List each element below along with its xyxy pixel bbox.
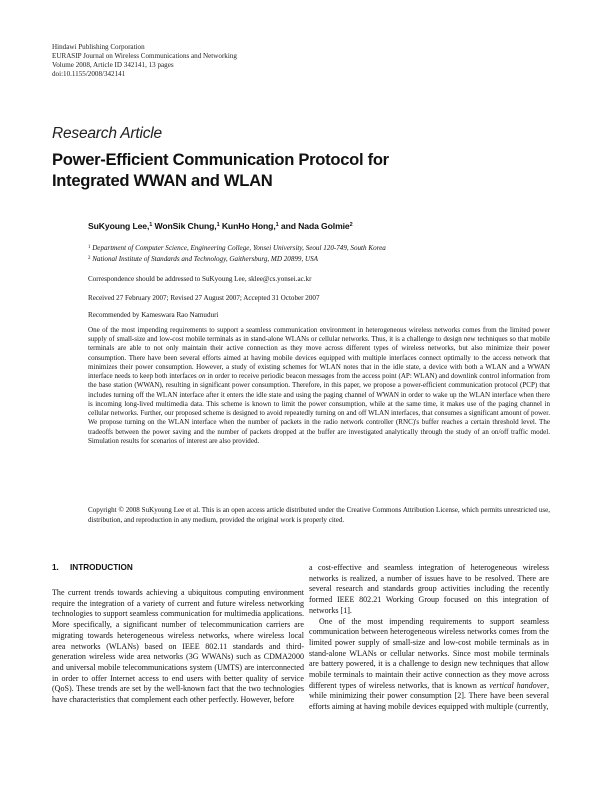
author-affil-marker: 1: [149, 222, 153, 228]
journal-header: [52, 43, 237, 79]
affiliation-item: [88, 254, 550, 265]
title-line-2: Integrated WWAN and WLAN: [52, 170, 273, 190]
correspondence: Correspondence should be addressed to SuKyoung Lee, sklee@cs.yonsei.ac.kr: [88, 275, 312, 283]
author-affil-marker: 1: [275, 222, 279, 228]
body-text: , while minimizing their power consumption [2]. There have been several efforts aiming at having mobile devices equipped with multiple (currently,: [309, 680, 549, 712]
abstract-emphasis: on: [198, 372, 206, 381]
abstract-text-1: One of the most impending requirements to support a seamless communication environment in heterogeneous wireless networks comes from the limited power supply of small-size and low-cost mobile terminals as in stand-alone WLANs or cellular networks. Thus, it is a challenge to design new techniques so that mobile terminals are able to not only maintain their active connection as they move across different types of wireless networks, but also minimize their power consumption. There have been several efforts aimed at having mobile devices equipped with multiple interfaces connect optimally to the access network that minimizes their power consumption. However, a study of existing schemes for WLAN notes that in the idle state, a device with both a WLAN and a WWAN interface needs to keep both interfaces: [88, 326, 550, 381]
body-text: One of the most impending requirements to support seamless communication between heterogeneous wireless networks comes from the limited power supply of small-size and low-cost mobile terminals as in stand-alone WLANs or cellular networks. Since most mobile terminals are battery powered, it is a challenge to design new techniques that allow mobile terminals to maintain their active connection as they move across different types of wireless networks, that is known as: [309, 616, 549, 690]
author-affil-marker: 2: [349, 222, 353, 228]
abstract: [88, 326, 550, 446]
section-title: INTRODUCTION: [70, 563, 133, 572]
affiliation-text: National Institute of Standards and Technology, Gaithersburg, MD 20899, USA: [92, 254, 319, 263]
body-paragraph: a cost-effective and seamless integration of heterogeneous wireless networks is realized, a number of issues have to be resolved. There are several research and standards group activities including the recently formed IEEE 802.21 Working Group focused on this integration of networks [1].: [309, 563, 549, 615]
volume-line: Volume 2008, Article ID 342141, 13 pages: [52, 60, 174, 69]
received-dates: Received 27 February 2007; Revised 27 August 2007; Accepted 31 October 2007: [88, 294, 320, 302]
title-line-1: Power-Efficient Communication Protocol for: [52, 150, 389, 169]
author-list: [88, 221, 550, 231]
affiliation-number: 1: [88, 245, 91, 250]
section-number: 1.: [52, 563, 59, 572]
body-paragraph: The current trends towards achieving a ubiquitous computing environment require the integration of a variety of current and future wireless networking technologies to support seamless communication for multimedia applications. More specifically, a significant number of telecommunication carriers are migrating towards heterogeneous wireless networks, where wireless local area networks (WLANs) based on IEEE 802.11 standards and third-generation wireless wide area networks (3G WWANs) such as CDMA2000 and universal mobile telecommunications system (UMTS) are interconnected in order to offer Internet access to end users with better quality of service (QoS). These trends are set by the well-known fact that the two technologies have characteristics that complement each other perfectly. However, before: [52, 588, 304, 705]
author-name: KunHo Hong,: [221, 221, 276, 231]
copyright-notice: Copyright © 2008 SuKyoung Lee et al. This is an open access article distributed under the Creative Commons Attribution License, which permits unrestricted use, distribution, and reproduction in any medium, provided the original work is properly cited.: [88, 506, 550, 525]
article-type: Research Article: [52, 125, 162, 142]
recommended-by: Recommended by Kameswara Rao Namuduri: [88, 311, 219, 319]
publisher-line: Hindawi Publishing Corporation: [52, 43, 145, 51]
author-name: and Nada Golmie: [280, 221, 350, 231]
journal-line: EURASIP Journal on Wireless Communications and Networking: [52, 51, 237, 60]
author-affil-marker: 1: [216, 222, 220, 228]
affiliation-text: Department of Computer Science, Engineering College, Yonsei University, Seoul 120-749, South Korea: [92, 244, 386, 252]
section-heading: [52, 563, 133, 572]
abstract-text-2: in order to receive periodic beacon messages from the access point (AP: WLAN) and downlink control information from the base station (WWAN), resulting in significant power consumption. Therefore, in this paper, we propose a power-efficient communication protocol (PCP) that includes turning off the WLAN interface after it enters the idle state and using the paging channel of WWAN in order to wake up the WLAN interface when there is incoming long-lived multimedia data. This scheme is known to limit the power consumption, while at the same time, it makes use of the paging channel in cellular networks. Further, our proposed scheme is designed to avoid repeatedly turning on and off WLAN interfaces, that consumes a significant amount of power. We propose turning on the WLAN interface when the number of packets in the radio network controller (RNC)'s buffer reaches a certain threshold level. The tradeoffs between the power saving and the number of packets dropped at the buffer are investigated analytically through the study of an on/off traffic model. Simulation results for scenarios of interest are also provided.: [88, 372, 550, 445]
paper-title: [52, 150, 522, 191]
affiliation-number: 2: [88, 255, 91, 261]
body-paragraph: [309, 617, 549, 713]
body-column-right: [309, 563, 549, 713]
affiliations: [88, 243, 550, 265]
author-name: SuKyoung Lee,: [88, 221, 150, 231]
author-name: WonSik Chung,: [154, 221, 217, 231]
body-emphasis: vertical handover: [489, 680, 547, 690]
body-column-left: [52, 588, 304, 706]
doi-line: doi:10.1155/2008/342141: [52, 69, 126, 78]
affiliation-item: [88, 243, 550, 254]
